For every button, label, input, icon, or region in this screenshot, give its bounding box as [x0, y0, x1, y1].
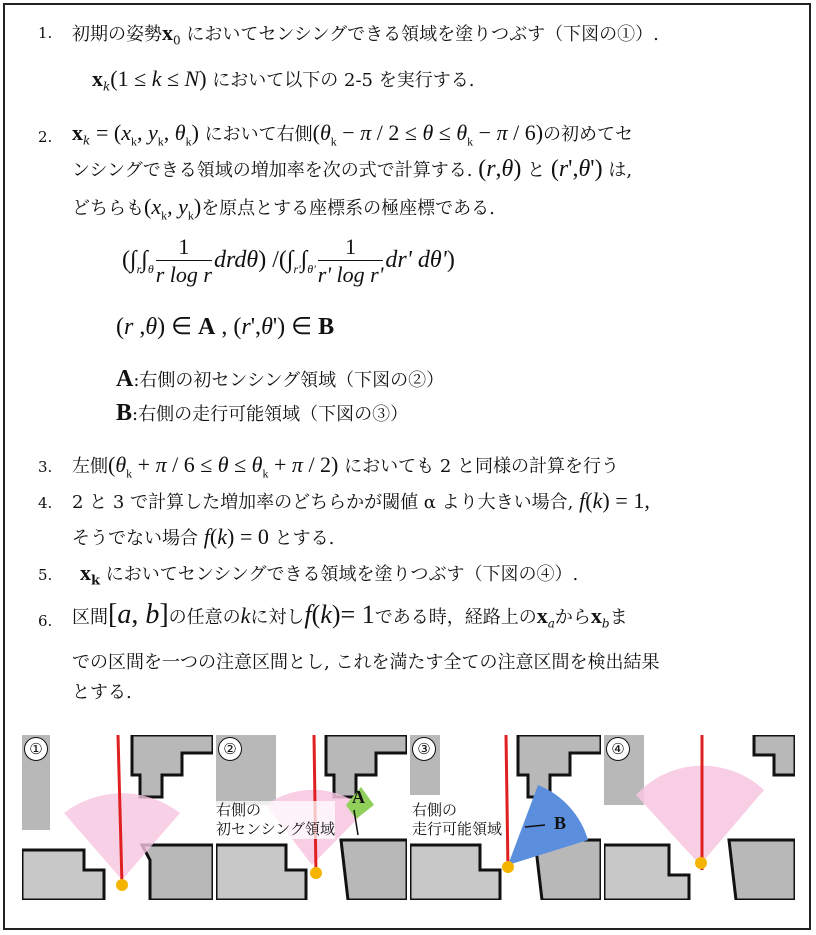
marker-b: B	[554, 813, 567, 833]
item-4-line2: そうでない場合 f(k) = 0 とする.	[72, 524, 335, 549]
figure-panel-3	[410, 735, 601, 900]
item-6-line2: での区間を一つの注意区間とし, これを満たす全ての注意区間を検出結果	[72, 652, 660, 673]
item-2-line3: どちらも($x_k$, $y_k$)を原点とする座標系の極座標である.	[72, 194, 495, 223]
item-2-line1: $x_k = (x_k$, $y_k$, $\theta_k$) において右側$(\theta_k - \pi / 2 \le \theta \le \theta_k - \pi / 6)$の初めてセ	[72, 120, 634, 149]
figure-panel-4	[604, 735, 795, 900]
marker-a: A	[352, 787, 365, 807]
item-3-number: 3.	[38, 458, 53, 476]
panel-3-label: 右側の 走行可能領域	[412, 801, 503, 838]
panel-2-number: ②	[218, 737, 242, 761]
item-4-line1: 2 と 3 で計算した増加率のどちらかが閾値 α より大きい場合, f(k) = 1,	[72, 488, 650, 513]
item-6-line1: 区間[a, b]の任意のkに対しf(k)= 1である時，経路上の$x_a$から$x_b$ま	[72, 599, 628, 631]
item-6-number: 6.	[38, 612, 53, 630]
panel-2-label: 右側の 初センシング領域	[216, 801, 335, 838]
item-2-number: 2.	[38, 128, 53, 146]
definition-a: A:右側の初センシング領域（下図の②）	[116, 366, 445, 392]
item-6-line3: とする.	[72, 682, 132, 703]
item-2-line2: ンシングできる領域の増加率を次の式で計算する. (r,θ) と (r',θ') は,	[72, 156, 633, 182]
item-5-number: 5.	[38, 566, 53, 584]
item-3-text: 左側$(\theta_k + \pi / 6 \le \theta \le \theta_k + \pi / 2)$ においても 2 と同様の計算を行う	[72, 452, 620, 481]
membership-formula: (r ,θ) ∈ A , (r',θ') ∈ B	[116, 314, 335, 340]
figure-panel-1	[22, 735, 213, 900]
item-5-text: $x_k$ においてセンシングできる領域を塗りつぶす（下図の④）.	[80, 560, 579, 589]
item-1-number: 1.	[38, 24, 53, 42]
item-4-number: 4.	[38, 494, 53, 512]
definition-b: B:右側の走行可能領域（下図の③）	[116, 400, 409, 426]
growth-rate-formula: ($\int_r\int_\theta$ $\frac{1}{\text{r log r}}$ drdθ) $/(\int_{r'}\int_{\theta'}$ $\frac{1}{\text{r' log r'}}$ dr' dθ')	[122, 234, 455, 287]
item-1-text: 初期の姿勢$x_0$ においてセンシングできる領域を塗りつぶす（下図の①）.	[72, 20, 659, 48]
panel-3-number: ③	[412, 737, 436, 761]
item-1-subtext: $x_k(1 \le k \le N)$ において以下の 2-5 を実行する.	[92, 66, 475, 94]
panel-1-number: ①	[24, 737, 48, 761]
panel-4-number: ④	[606, 737, 630, 761]
figure-panel-2	[216, 735, 407, 900]
